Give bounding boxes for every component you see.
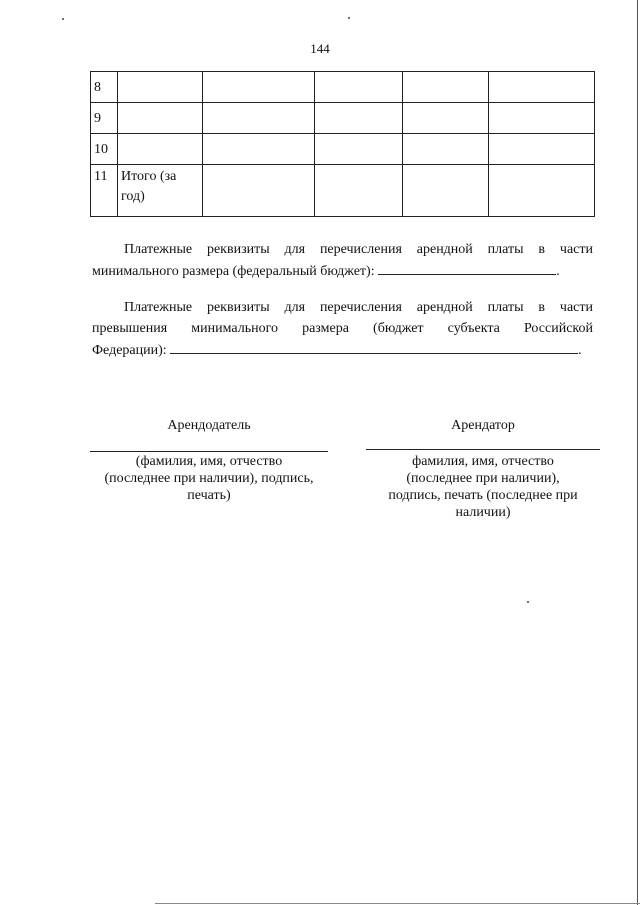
payment-table	[90, 71, 595, 217]
page-edge	[637, 0, 638, 905]
paragraph-line: превышения минимального размера (бюджет субъекта Российской	[92, 321, 593, 336]
table-row	[91, 103, 595, 134]
table-cell	[403, 103, 489, 134]
row-number: 8	[91, 72, 118, 103]
total-label-line: год)	[121, 189, 145, 204]
row-number: 11	[91, 165, 118, 217]
table-cell	[118, 103, 203, 134]
table-cell	[489, 103, 595, 134]
lessor-caption	[80, 453, 338, 504]
row-number: 10	[91, 134, 118, 165]
paragraph-line-with-blank	[92, 260, 593, 282]
period: .	[556, 264, 560, 279]
lessor-title: Арендодатель	[167, 418, 251, 433]
fill-in-blank	[378, 260, 556, 275]
caption-line: подпись, печать (последнее при	[388, 488, 578, 503]
row-number: 9	[91, 103, 118, 134]
caption-line: фамилия, имя, отчество	[412, 454, 554, 469]
lessee-title: Арендатор	[451, 418, 515, 433]
table-cell	[315, 165, 403, 217]
table-cell	[203, 165, 315, 217]
fill-in-blank	[170, 339, 578, 354]
table-cell	[118, 72, 203, 103]
scan-speck	[62, 18, 64, 20]
table-row-total	[91, 165, 595, 217]
lessee-caption	[358, 453, 608, 521]
paragraph-text: минимального размера (федеральный бюджет):	[92, 264, 375, 279]
total-label-cell	[118, 165, 203, 217]
table-cell	[403, 134, 489, 165]
page-edge	[155, 903, 640, 904]
paragraph-line: Платежные реквизиты для перечисления арендной платы в части	[124, 242, 593, 257]
table-cell	[315, 72, 403, 103]
caption-line: печать)	[187, 488, 231, 503]
paragraph-line-with-blank	[92, 339, 593, 361]
caption-line: (фамилия, имя, отчество	[135, 454, 283, 469]
scan-speck	[348, 17, 350, 19]
caption-line: наличии)	[455, 505, 511, 520]
table-cell	[403, 165, 489, 217]
table-row	[91, 134, 595, 165]
page-number: 144	[310, 41, 330, 56]
table-cell	[203, 72, 315, 103]
table-cell	[203, 134, 315, 165]
table-cell	[315, 103, 403, 134]
table-cell	[489, 134, 595, 165]
paragraph-line: Платежные реквизиты для перечисления арендной платы в части	[124, 300, 593, 315]
table-row	[91, 72, 595, 103]
period: .	[578, 343, 582, 358]
table-cell	[403, 72, 489, 103]
caption-line: (последнее при наличии), подпись,	[104, 471, 314, 486]
paragraph-text: Федерации):	[92, 343, 167, 358]
table-cell	[489, 72, 595, 103]
table-cell	[489, 165, 595, 217]
payment-details-regional	[92, 297, 593, 361]
table-cell	[118, 134, 203, 165]
lessee-signature-line	[366, 449, 600, 450]
table-cell	[203, 103, 315, 134]
caption-line: (последнее при наличии),	[406, 471, 560, 486]
lessor-signature-line	[90, 451, 328, 452]
payment-details-federal	[92, 239, 593, 282]
table-cell	[315, 134, 403, 165]
total-label-line: Итого (за	[121, 169, 177, 184]
scan-speck	[527, 601, 529, 603]
